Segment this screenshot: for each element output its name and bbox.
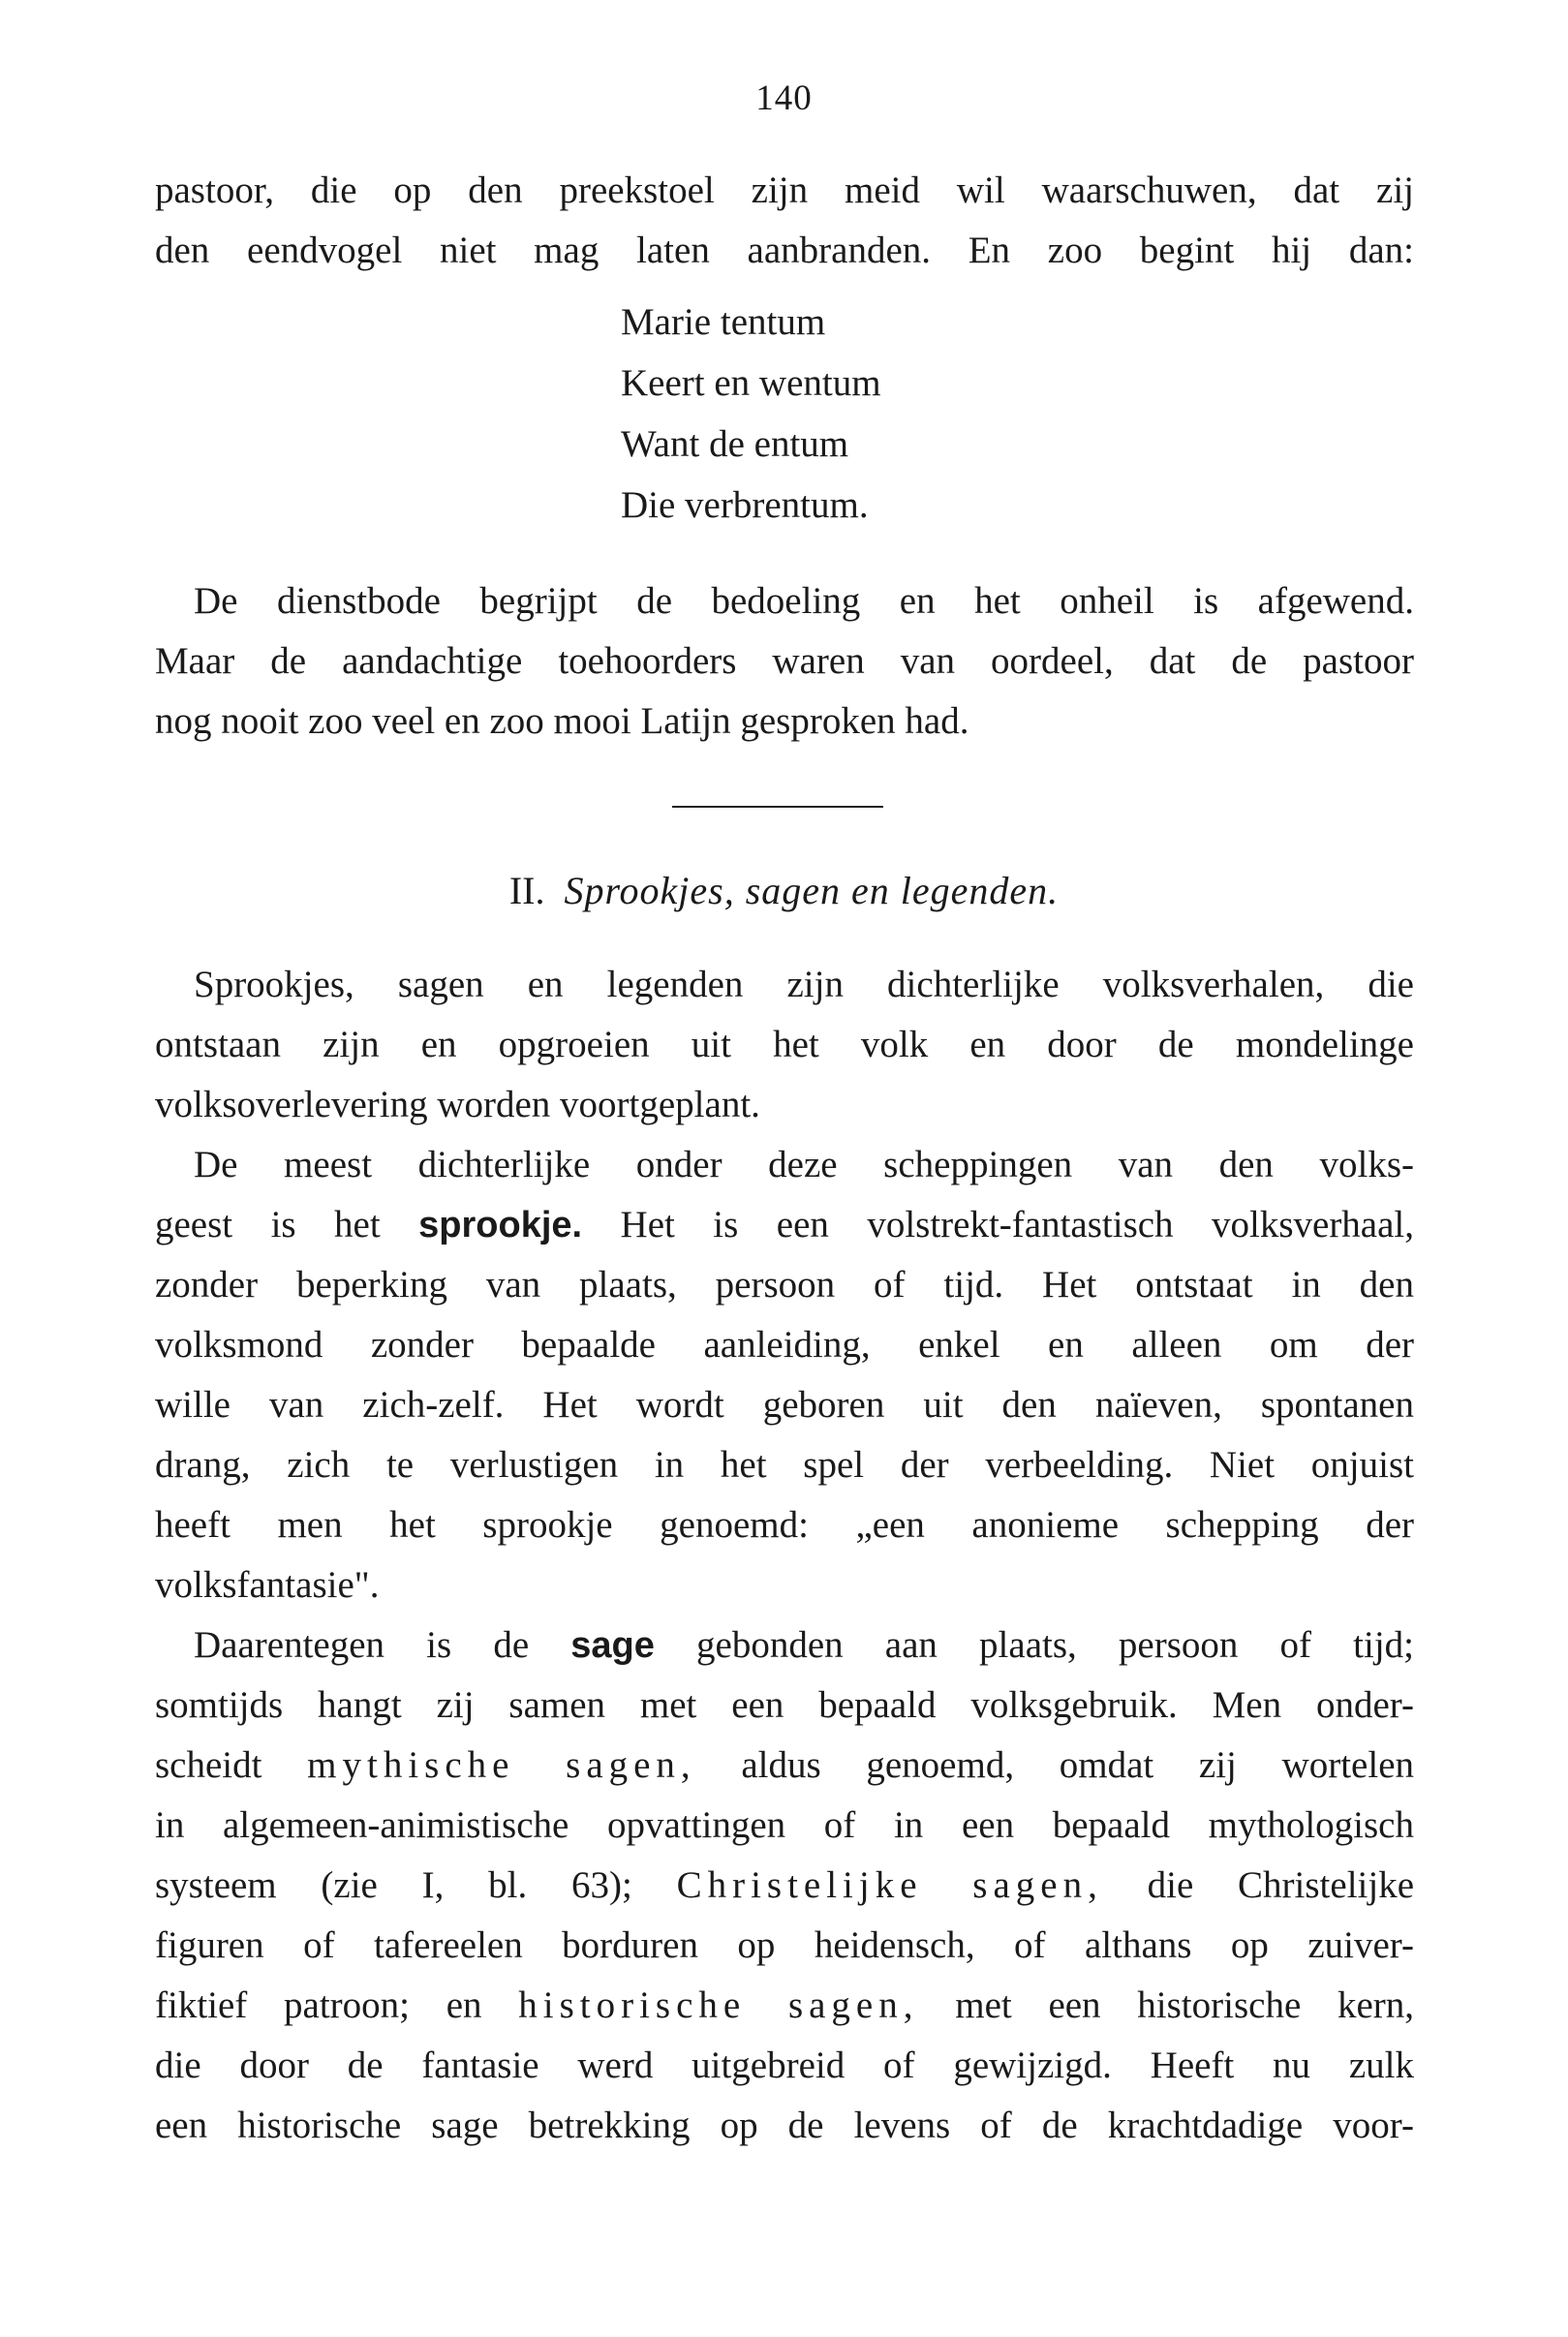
verse-line: Keert en wentum [621, 362, 881, 404]
text-line: De dienstbode begrijpt de bedoeling en het onheil is afgewend. [194, 580, 1414, 622]
term-historische-sagen: historische sagen, [518, 1984, 919, 2026]
text-line: den eendvogel niet mag laten aanbranden. En zoo begint hij dan: [155, 230, 1414, 271]
text-run: fiktief patroon; en [155, 1984, 482, 2026]
term-sprookje: sprookje. [418, 1205, 583, 1245]
page-number: 140 [755, 78, 813, 118]
text-line: figuren of tafereelen borduren op heidensch, of althans op zuiver- [155, 1924, 1414, 1966]
text-line: die door de fantasie werd uitgebreid of gewijzigd. Heeft nu zulk [155, 2045, 1414, 2086]
section-divider [672, 806, 883, 808]
text-line [155, 1741, 1414, 1790]
text-line: volksfantasie". [155, 1564, 380, 1606]
verse-line: Want de entum [621, 423, 849, 465]
text-line: nog nooit zoo veel en zoo mooi Latijn gesproken had. [155, 700, 969, 742]
text-run: scheidt [155, 1744, 262, 1786]
text-line [155, 1201, 1414, 1249]
section-number: II. [508, 869, 545, 912]
text-run: systeem (zie I, bl. 63); [155, 1864, 632, 1906]
text-line [155, 1982, 1414, 2030]
text-line: een historische sage betrekking op de levens of de krachtdadige voor- [155, 2105, 1414, 2146]
text-line: zonder beperking van plaats, persoon of tijd. Het ontstaat in den [155, 1264, 1414, 1306]
text-run: die Christelijke [1147, 1864, 1415, 1906]
text-line: Sprookjes, sagen en legenden zijn dichterlijke volksverhalen, die [194, 964, 1414, 1005]
text-line [194, 1621, 1414, 1670]
text-run: Het is een volstrekt-fantastisch volksverhaal, [620, 1204, 1415, 1245]
text-line: De meest dichterlijke onder deze scheppingen van den volks- [194, 1144, 1414, 1185]
text-line: volksmond zonder bepaalde aanleiding, enkel en alleen om der [155, 1324, 1414, 1366]
text-run: aldus genoemd, omdat zij wortelen [741, 1744, 1415, 1786]
text-line: heeft men het sprookje genoemd: „een anonieme schepping der [155, 1504, 1414, 1546]
text-line: wille van zich-zelf. Het wordt geboren uit den naïeven, spontanen [155, 1384, 1414, 1426]
text-line: ontstaan zijn en opgroeien uit het volk en door de mondelinge [155, 1024, 1414, 1065]
text-run: gebonden aan plaats, persoon of tijd; [696, 1624, 1414, 1666]
text-line: Maar de aandachtige toehoorders waren van oordeel, dat de pastoor [155, 640, 1414, 682]
term-sage: sage [570, 1625, 655, 1666]
section-title: Sprookjes, sagen en legenden. [564, 869, 1060, 912]
text-line: pastoor, die op den preekstoel zijn meid wil waarschuwen, dat zij [155, 169, 1414, 211]
text-line [155, 1861, 1414, 1910]
section-heading [0, 867, 1568, 915]
text-run: Daarentegen is de [194, 1624, 530, 1666]
term-christelijke-sagen: Christelijke sagen, [676, 1864, 1103, 1906]
text-run: geest is het [155, 1204, 381, 1245]
verse-line: Die verbrentum. [621, 484, 869, 526]
text-run: met een historische kern, [955, 1984, 1415, 2026]
text-line: drang, zich te verlustigen in het spel der verbeelding. Niet onjuist [155, 1444, 1414, 1486]
text-line: in algemeen-animistische opvattingen of in een bepaald mythologisch [155, 1804, 1414, 1846]
text-line: volksoverlevering worden voortgeplant. [155, 1084, 760, 1125]
text-line: somtijds hangt zij samen met een bepaald volksgebruik. Men onder- [155, 1684, 1414, 1726]
term-mythische-sagen: mythische sagen, [307, 1744, 696, 1786]
verse-line: Marie tentum [621, 301, 826, 343]
